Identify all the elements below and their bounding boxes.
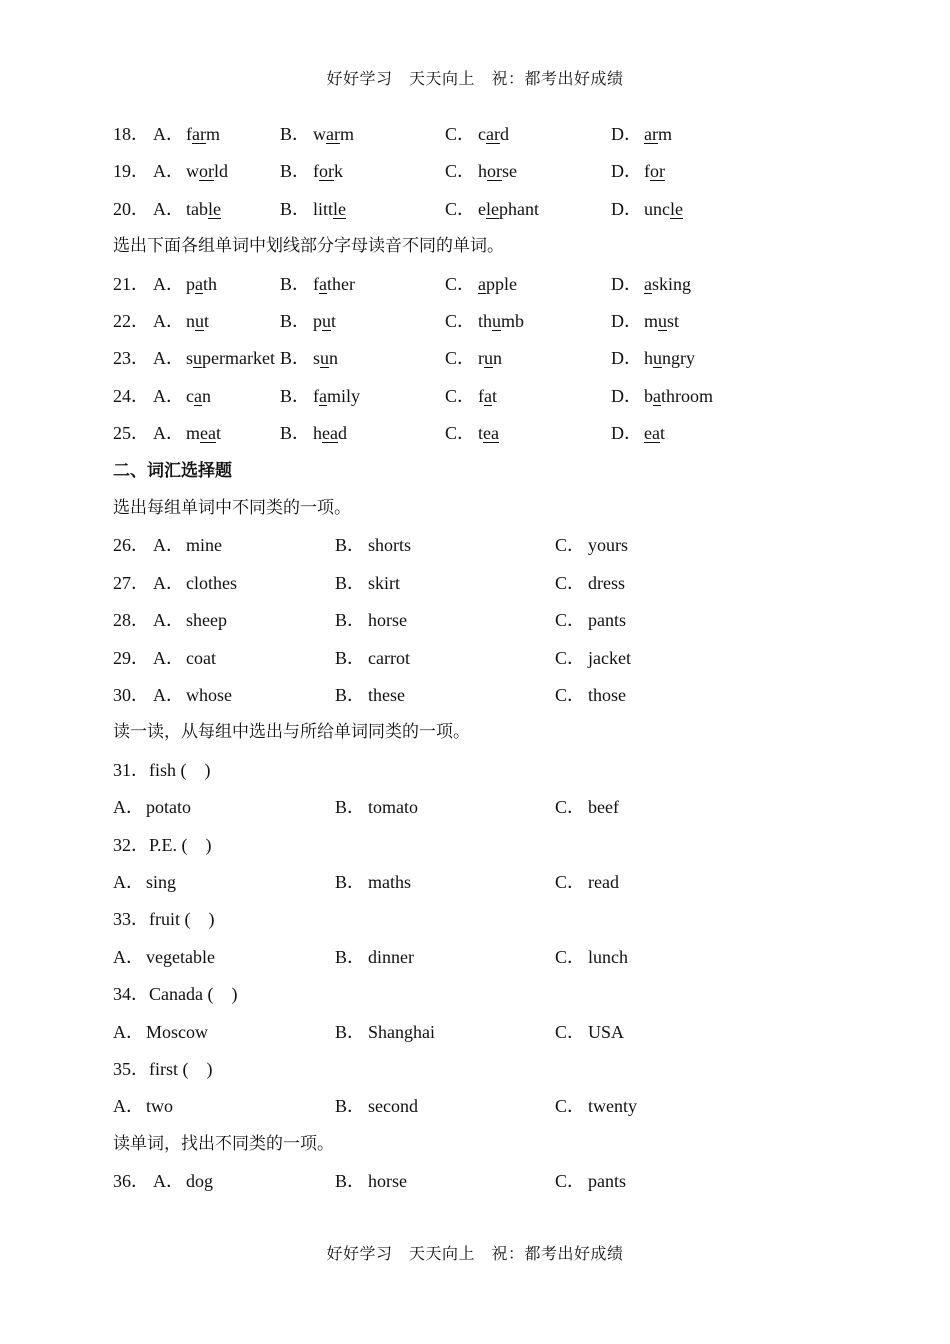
option-letter: B． (335, 872, 366, 892)
option-word: must (644, 311, 680, 331)
option-word: meat (186, 423, 222, 443)
option-letter: C． (555, 1096, 586, 1116)
answer-option[interactable] (280, 196, 346, 222)
option-word: skirt (368, 573, 401, 593)
option-word: sun (313, 348, 339, 368)
option-letter: C． (555, 535, 586, 555)
question-number: 21． (113, 274, 149, 294)
answer-option[interactable] (445, 383, 497, 409)
underlined-letters: a (644, 274, 652, 294)
option-word: supermarket (186, 348, 275, 368)
answer-option[interactable] (611, 271, 691, 297)
option-letter: B． (335, 610, 366, 630)
option-letter: B． (335, 1096, 366, 1116)
answer-option[interactable] (153, 121, 220, 147)
underlined-letters: or (319, 161, 334, 181)
answer-option[interactable] (113, 794, 191, 820)
option-letter: C． (555, 648, 586, 668)
option-word: head (313, 423, 347, 443)
instruction-text: 选出每组单词中不同类的一项。 (113, 498, 351, 518)
option-letter: C． (555, 1171, 586, 1191)
option-letter: A． (113, 1096, 144, 1116)
answer-option[interactable] (153, 271, 217, 297)
option-letter: B． (335, 797, 366, 817)
question-stem: 33．fruit ( ) (113, 909, 215, 929)
option-word: dinner (368, 947, 414, 967)
option-word: Moscow (146, 1022, 208, 1042)
answer-option[interactable] (555, 869, 619, 895)
section-heading: 二、词汇选择题 (113, 461, 232, 481)
instruction-text: 读单词，找出不同类的一项。 (113, 1134, 334, 1154)
underlined-letters: u (658, 311, 668, 331)
underlined-letters: le (486, 199, 499, 219)
question-number: 27． (113, 573, 149, 593)
option-word: table (186, 199, 221, 219)
underlined-letters: a (195, 274, 203, 294)
option-word: farm (186, 124, 220, 144)
option-word: family (313, 386, 361, 406)
question-stem: 31．fish ( ) (113, 760, 211, 780)
option-letter: C． (555, 797, 586, 817)
option-letter: A． (153, 648, 184, 668)
question-number: 26． (113, 535, 149, 555)
option-letter: C． (445, 386, 476, 406)
underlined-letters: u (193, 348, 203, 368)
option-letter: A． (153, 274, 184, 294)
option-word: tea (478, 423, 499, 443)
option-word: mine (186, 535, 222, 555)
underlined-letters: a (319, 274, 327, 294)
answer-option[interactable] (113, 1019, 208, 1045)
option-word: dog (186, 1171, 213, 1191)
option-letter: A． (153, 348, 184, 368)
answer-option[interactable] (335, 1019, 435, 1045)
option-letter: A． (153, 386, 184, 406)
question-number: 36． (113, 1171, 149, 1191)
underlined-letters: or (650, 161, 665, 181)
option-letter: C． (555, 573, 586, 593)
option-word: little (313, 199, 347, 219)
answer-option[interactable] (555, 570, 625, 596)
option-word: read (588, 872, 619, 892)
option-word: two (146, 1096, 173, 1116)
option-letter: A． (113, 797, 144, 817)
option-letter: C． (555, 610, 586, 630)
option-letter: B． (335, 1022, 366, 1042)
question-number: 25． (113, 423, 149, 443)
answer-option[interactable] (335, 1168, 407, 1194)
underlined-letters: ar (486, 124, 500, 144)
underlined-letters: u (484, 348, 493, 368)
option-word: horse (478, 161, 517, 181)
answer-option[interactable] (280, 121, 354, 147)
option-letter: D． (611, 311, 642, 331)
question-number: 20． (113, 199, 149, 219)
option-letter: C． (555, 1022, 586, 1042)
option-letter: B． (335, 685, 366, 705)
option-word: dress (588, 573, 625, 593)
answer-option[interactable] (280, 345, 338, 371)
option-word: uncle (644, 199, 683, 219)
underlined-letters: ar (644, 124, 658, 144)
underlined-letters: or (199, 161, 214, 181)
option-word: carrot (368, 648, 410, 668)
answer-option[interactable] (611, 420, 665, 446)
option-word: Shanghai (368, 1022, 435, 1042)
underlined-letters: u (492, 311, 502, 331)
option-letter: B． (335, 535, 366, 555)
option-letter: A． (113, 1022, 144, 1042)
question-stem: 35．first ( ) (113, 1059, 213, 1079)
answer-option[interactable] (555, 1019, 624, 1045)
answer-option[interactable] (113, 869, 176, 895)
page-header: 好好学习 天天向上 祝：都考出好成绩 (326, 69, 624, 88)
answer-option[interactable] (153, 308, 209, 334)
option-letter: D． (611, 423, 642, 443)
answer-option[interactable] (555, 645, 631, 671)
question-stem: 34．Canada ( ) (113, 984, 238, 1004)
underlined-letters: ea (200, 423, 216, 443)
answer-option[interactable] (555, 532, 628, 558)
option-letter: D． (611, 274, 642, 294)
answer-option[interactable] (113, 944, 215, 970)
option-word: path (186, 274, 218, 294)
option-word: pants (588, 1171, 626, 1191)
question-number: 29． (113, 648, 149, 668)
answer-option[interactable] (335, 869, 411, 895)
option-word: horse (368, 1171, 407, 1191)
answer-option[interactable] (153, 645, 216, 671)
underlined-letters: a (484, 386, 492, 406)
option-word: vegetable (146, 947, 215, 967)
option-word: beef (588, 797, 619, 817)
underlined-letters: ea (483, 423, 499, 443)
underlined-letters: ar (192, 124, 206, 144)
answer-option[interactable] (280, 383, 360, 409)
answer-option[interactable] (153, 420, 221, 446)
answer-option[interactable] (555, 607, 626, 633)
question-number: 22． (113, 311, 149, 331)
option-letter: C． (555, 947, 586, 967)
underlined-letters: le (208, 199, 221, 219)
underlined-letters: u (653, 348, 662, 368)
option-letter: A． (153, 161, 184, 181)
option-word: coat (186, 648, 216, 668)
underlined-letters: ea (644, 423, 660, 443)
option-letter: B． (280, 311, 311, 331)
option-letter: A． (153, 535, 184, 555)
option-word: maths (368, 872, 411, 892)
answer-option[interactable] (555, 1093, 637, 1119)
question-number: 24． (113, 386, 149, 406)
option-letter: B． (280, 386, 311, 406)
option-word: second (368, 1096, 418, 1116)
option-letter: C． (445, 124, 476, 144)
answer-option[interactable] (611, 158, 665, 184)
underlined-letters: u (320, 348, 330, 368)
option-word: potato (146, 797, 191, 817)
answer-option[interactable] (335, 570, 400, 596)
option-letter: D． (611, 161, 642, 181)
answer-option[interactable] (335, 532, 411, 558)
underlined-letters: le (333, 199, 347, 219)
answer-option[interactable] (445, 121, 509, 147)
answer-option[interactable] (611, 308, 679, 334)
answer-option[interactable] (445, 345, 502, 371)
option-letter: D． (611, 348, 642, 368)
underlined-letters: a (653, 386, 661, 406)
option-word: yours (588, 535, 628, 555)
answer-option[interactable] (335, 794, 418, 820)
option-word: arm (644, 124, 672, 144)
answer-option[interactable] (153, 383, 211, 409)
option-word: these (368, 685, 405, 705)
option-word: those (588, 685, 626, 705)
answer-option[interactable] (280, 271, 355, 297)
option-word: elephant (478, 199, 539, 219)
option-word: father (313, 274, 355, 294)
option-word: warm (313, 124, 354, 144)
option-word: pants (588, 610, 626, 630)
option-letter: B． (280, 348, 311, 368)
option-word: horse (368, 610, 407, 630)
question-number: 19． (113, 161, 149, 181)
option-word: can (186, 386, 211, 406)
underlined-letters: le (670, 199, 683, 219)
option-word: eat (644, 423, 665, 443)
underlined-letters: or (487, 161, 502, 181)
option-letter: C． (445, 274, 476, 294)
answer-option[interactable] (153, 345, 275, 371)
option-word: hungry (644, 348, 695, 368)
answer-option[interactable] (555, 944, 628, 970)
answer-option[interactable] (335, 607, 407, 633)
option-word: tomato (368, 797, 418, 817)
answer-option[interactable] (153, 158, 228, 184)
option-word: nut (186, 311, 210, 331)
answer-option[interactable] (153, 682, 232, 708)
option-letter: A． (153, 124, 184, 144)
option-letter: B． (280, 199, 311, 219)
option-word: asking (644, 274, 692, 294)
answer-option[interactable] (153, 196, 221, 222)
underlined-letters: ar (326, 124, 340, 144)
option-word: thumb (478, 311, 525, 331)
answer-option[interactable] (445, 158, 517, 184)
option-letter: D． (611, 386, 642, 406)
answer-option[interactable] (280, 420, 347, 446)
option-word: fat (478, 386, 498, 406)
question-number: 18． (113, 124, 149, 144)
option-letter: C． (555, 685, 586, 705)
option-letter: A． (153, 573, 184, 593)
option-letter: B． (335, 648, 366, 668)
option-letter: B． (280, 423, 311, 443)
answer-option[interactable] (555, 682, 626, 708)
option-word: bathroom (644, 386, 713, 406)
instruction-text: 选出下面各组单词中划线部分字母读音不同的单词。 (113, 236, 504, 256)
option-letter: C． (445, 423, 476, 443)
answer-option[interactable] (555, 1168, 626, 1194)
option-letter: B． (280, 274, 311, 294)
option-word: put (313, 311, 337, 331)
answer-option[interactable] (445, 271, 517, 297)
answer-option[interactable] (611, 345, 695, 371)
question-number: 23． (113, 348, 149, 368)
instruction-text: 读一读，从每组中选出与所给单词同类的一项。 (113, 722, 470, 742)
option-word: jacket (588, 648, 631, 668)
option-word: world (186, 161, 229, 181)
option-letter: C． (445, 161, 476, 181)
answer-option[interactable] (153, 570, 237, 596)
question-number: 30． (113, 685, 149, 705)
answer-option[interactable] (611, 383, 713, 409)
answer-option[interactable] (153, 532, 222, 558)
answer-option[interactable] (335, 645, 410, 671)
option-word: whose (186, 685, 232, 705)
option-word: apple (478, 274, 517, 294)
answer-option[interactable] (335, 1093, 418, 1119)
option-letter: B． (335, 947, 366, 967)
option-letter: C． (445, 348, 476, 368)
option-letter: C． (445, 199, 476, 219)
option-letter: D． (611, 199, 642, 219)
option-letter: B． (280, 161, 311, 181)
option-letter: A． (153, 610, 184, 630)
answer-option[interactable] (555, 794, 619, 820)
option-letter: B． (280, 124, 311, 144)
answer-option[interactable] (113, 1093, 173, 1119)
option-letter: A． (113, 872, 144, 892)
option-letter: C． (445, 311, 476, 331)
option-letter: A． (113, 947, 144, 967)
answer-option[interactable] (611, 196, 683, 222)
underlined-letters: a (478, 274, 486, 294)
answer-option[interactable] (280, 158, 343, 184)
option-letter: A． (153, 199, 184, 219)
question-number: 28． (113, 610, 149, 630)
option-word: twenty (588, 1096, 637, 1116)
option-word: card (478, 124, 509, 144)
option-letter: B． (335, 1171, 366, 1191)
answer-option[interactable] (611, 121, 672, 147)
answer-option[interactable] (445, 420, 499, 446)
page-footer: 好好学习 天天向上 祝：都考出好成绩 (326, 1244, 624, 1263)
option-word: USA (588, 1022, 625, 1042)
answer-option[interactable] (335, 682, 405, 708)
option-letter: C． (555, 872, 586, 892)
answer-option[interactable] (153, 1168, 213, 1194)
option-letter: A． (153, 1171, 184, 1191)
answer-option[interactable] (153, 607, 227, 633)
option-word: lunch (588, 947, 628, 967)
option-letter: A． (153, 311, 184, 331)
answer-option[interactable] (445, 308, 524, 334)
option-letter: A． (153, 685, 184, 705)
option-letter: A． (153, 423, 184, 443)
option-word: shorts (368, 535, 412, 555)
option-word: run (478, 348, 502, 368)
underlined-letters: a (319, 386, 327, 406)
answer-option[interactable] (445, 196, 539, 222)
underlined-letters: u (322, 311, 331, 331)
option-letter: D． (611, 124, 642, 144)
answer-option[interactable] (335, 944, 414, 970)
option-word: sheep (186, 610, 227, 630)
option-word: fork (313, 161, 343, 181)
underlined-letters: a (194, 386, 202, 406)
option-word: for (644, 161, 665, 181)
option-word: sing (146, 872, 177, 892)
underlined-letters: ea (322, 423, 338, 443)
option-letter: B． (335, 573, 366, 593)
question-stem: 32．P.E. ( ) (113, 835, 212, 855)
underlined-letters: u (195, 311, 204, 331)
answer-option[interactable] (280, 308, 336, 334)
option-word: clothes (186, 573, 237, 593)
